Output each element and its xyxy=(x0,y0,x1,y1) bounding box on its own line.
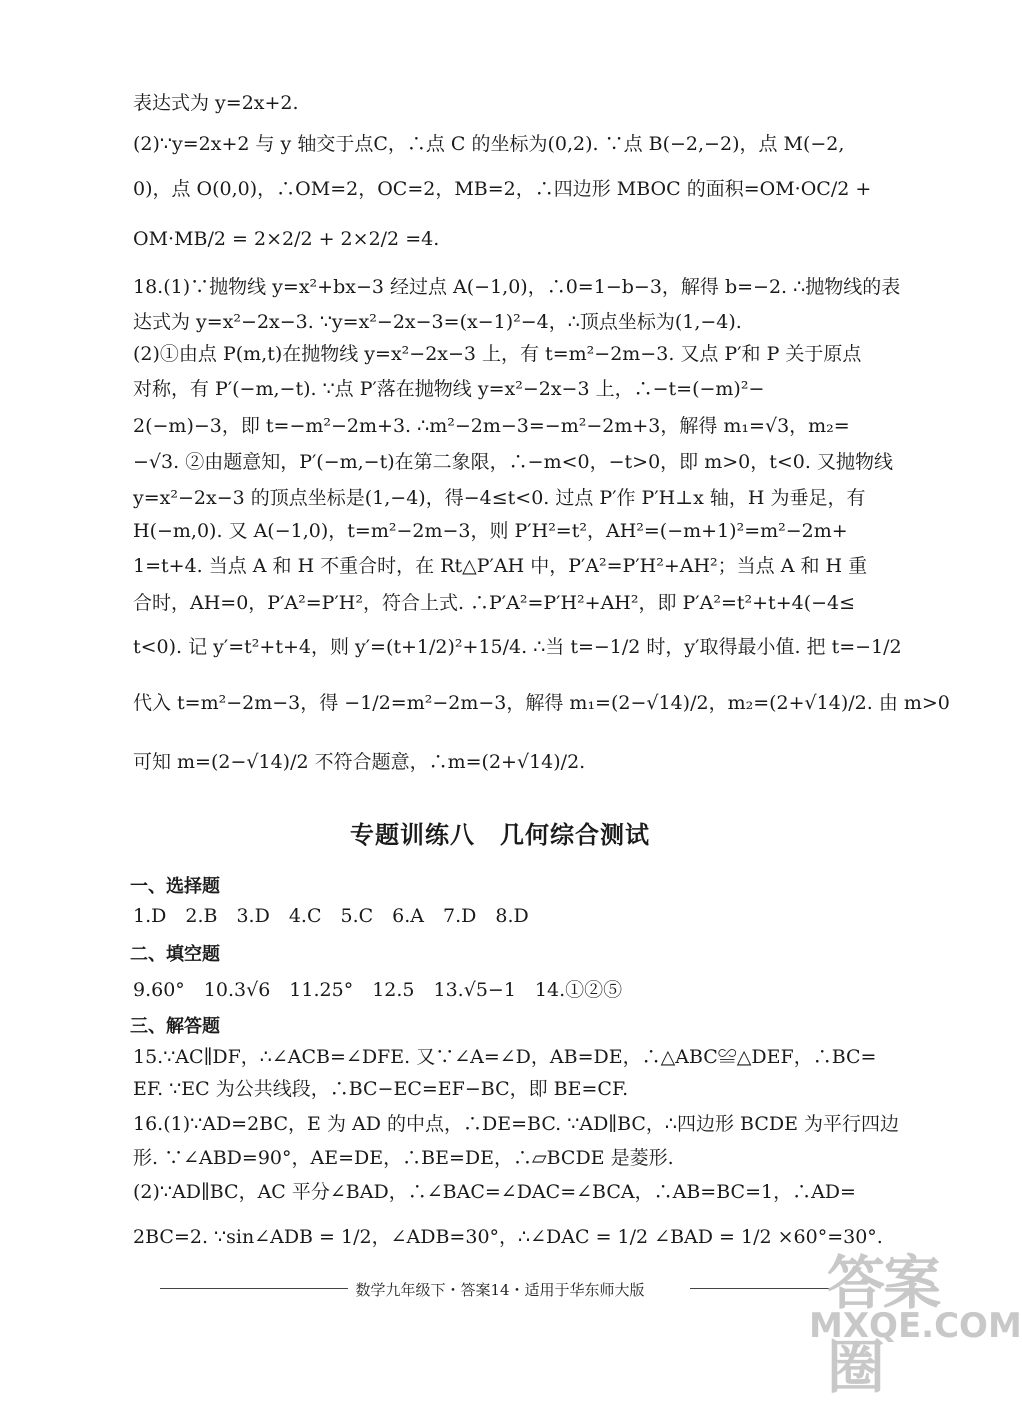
part2-answers: 9.60° 10.3√6 11.25° 12.5 13.√5−1 14.①②⑤ xyxy=(133,979,623,1001)
watermark-logo: 答案圈 xyxy=(827,1249,940,1401)
part3-line-6: 2BC=2. ∵sin∠ADB = 1/2，∠ADB=30°，∴∠DAC = 1/2 ∠BAD = 1/2 ×60°=30°. xyxy=(133,1226,883,1248)
watermark-domain: MXQE.COM xyxy=(809,1306,1022,1346)
text-line-9: 2(−m)−3，即 t=−m²−2m+3. ∴m²−2m−3=−m²−2m+3，解得 m₁=√3，m₂= xyxy=(133,415,850,437)
text-line-7: (2)①由点 P(m,t)在抛物线 y=x²−2x−3 上，有 t=m²−2m−3. 又点 P′和 P 关于原点 xyxy=(133,343,862,365)
part1-heading: 一、选择题 xyxy=(130,876,220,897)
part3-line-3: 16.(1)∵AD=2BC，E 为 AD 的中点，∴DE=BC. ∵AD∥BC，∴四边形 BCDE 为平行四边 xyxy=(133,1113,900,1135)
text-line-2: (2)∵y=2x+2 与 y 轴交于点C，∴点 C 的坐标为(0,2). ∵点 B(−2,−2)，点 M(−2, xyxy=(133,133,845,155)
page-footer: 数学九年级下・答案14・适用于华东师大版 xyxy=(355,1281,645,1299)
text-line-6: 达式为 y=x²−2x−3. ∵y=x²−2x−3=(x−1)²−4，∴顶点坐标为(1,−4). xyxy=(133,311,742,333)
text-line-5: 18.(1)∵抛物线 y=x²+bx−3 经过点 A(−1,0)，∴0=1−b−3，解得 b=−2. ∴抛物线的表 xyxy=(133,276,901,298)
text-line-8: 对称，有 P′(−m,−t). ∵点 P′落在抛物线 y=x²−2x−3 上，∴−t=(−m)²− xyxy=(133,378,765,400)
part3-line-2: EF. ∵EC 为公共线段，∴BC−EC=EF−BC，即 BE=CF. xyxy=(133,1078,629,1100)
text-line-17: 可知 m=(2−√14)/2 不符合题意，∴m=(2+√14)/2. xyxy=(133,751,586,773)
part3-line-1: 15.∵AC∥DF，∴∠ACB=∠DFE. 又∵∠A=∠D，AB=DE，∴△ABC≌△DEF，∴BC= xyxy=(133,1046,877,1068)
part1-answers: 1.D 2.B 3.D 4.C 5.C 6.A 7.D 8.D xyxy=(133,905,529,927)
text-line-13: 1=t+4. 当点 A 和 H 不重合时，在 Rt△P′AH 中，P′A²=P′H²+AH²；当点 A 和 H 重 xyxy=(133,555,868,577)
text-line-1: 表达式为 y=2x+2. xyxy=(133,92,299,114)
text-line-16: 代入 t=m²−2m−3，得 −1/2=m²−2m−3，解得 m₁=(2−√14)/2，m₂=(2+√14)/2. 由 m>0 xyxy=(133,692,950,714)
section-title: 专题训练八 几何综合测试 xyxy=(350,821,650,849)
text-line-14: 合时，AH=0，P′A²=P′H²，符合上式. ∴P′A²=P′H²+AH²，即 P′A²=t²+t+4(−4≤ xyxy=(133,592,856,614)
part2-heading: 二、填空题 xyxy=(130,944,220,965)
text-line-3: 0)，点 O(0,0)，∴OM=2，OC=2，MB=2，∴四边形 MBOC 的面积=OM·OC/2 + xyxy=(133,178,872,200)
text-line-10: −√3. ②由题意知，P′(−m,−t)在第二象限，∴−m<0，−t>0，即 m>0，t<0. 又抛物线 xyxy=(133,451,893,473)
text-line-15: t<0). 记 y′=t²+t+4，则 y′=(t+1/2)²+15/4. ∴当 t=−1/2 时，y′取得最小值. 把 t=−1/2 xyxy=(133,636,902,658)
text-line-11: y=x²−2x−3 的顶点坐标是(1,−4)，得−4≤t<0. 过点 P′作 P′H⊥x 轴，H 为垂足，有 xyxy=(133,487,866,509)
text-line-12: H(−m,0). 又 A(−1,0)，t=m²−2m−3，则 P′H²=t²，AH²=(−m+1)²=m²−2m+ xyxy=(133,520,848,542)
watermark xyxy=(807,1236,1022,1401)
text-line-4: OM·MB/2 = 2×2/2 + 2×2/2 =4. xyxy=(133,228,440,250)
part3-line-5: (2)∵AD∥BC，AC 平分∠BAD，∴∠BAC=∠DAC=∠BCA，∴AB=BC=1，∴AD= xyxy=(133,1181,856,1203)
part3-heading: 三、解答题 xyxy=(130,1016,220,1037)
part3-line-4: 形. ∵∠ABD=90°，AE=DE，∴BE=DE，∴▱BCDE 是菱形. xyxy=(133,1147,674,1169)
